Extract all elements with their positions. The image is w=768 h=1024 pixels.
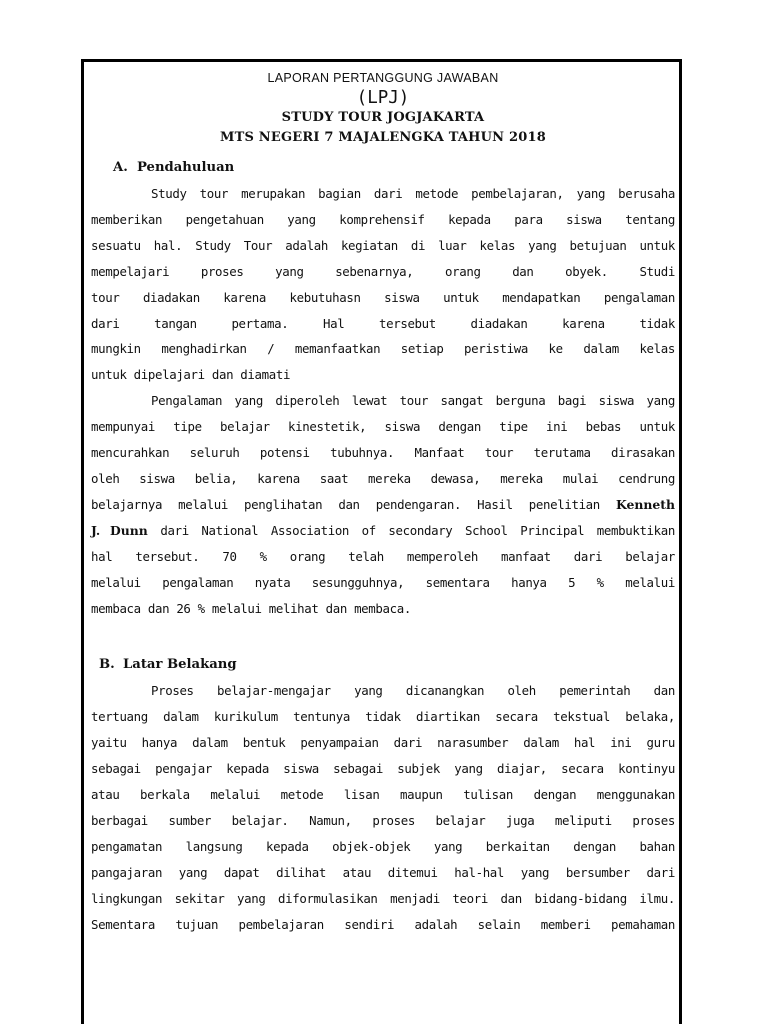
text-line (91, 492, 675, 518)
text-line: hal tersebut. 70 % orang telah memperoleh manfaat dari belajar (91, 548, 675, 564)
header-line-3: STUDY TOUR JOGJAKARTA (281, 110, 485, 125)
section-a-paragraph-2 (91, 388, 675, 621)
text-span: belajarnya melalui penglihatan dan pendengaran. Hasil penelitian (91, 496, 616, 512)
text-line: pangajaran yang dapat dilihat atau ditemui hal-hal yang bersumber dari (91, 864, 675, 880)
text-line: yaitu hanya dalam bentuk penyampaian dari narasumber dalam hal ini guru (91, 735, 675, 751)
document-content (91, 68, 675, 937)
header-line-1: LAPORAN PERTANGGUNG JAWABAN (267, 71, 499, 85)
text-line: tertuang dalam kurikulum tentunya tidak diartikan secara tekstual belaka, (91, 709, 675, 725)
author-name-last: J. Dunn (91, 522, 148, 538)
text-line: mempelajari proses yang sebenarnya, orang dan obyek. Studi (91, 263, 675, 279)
text-line: Proses belajar-mengajar yang dicanangkan oleh pemerintah dan (151, 683, 675, 699)
section-a-paragraph-1 (91, 181, 675, 388)
text-line: mencurahkan seluruh potensi tubuhnya. Manfaat tour terutama dirasakan (91, 445, 675, 461)
section-spacer (91, 621, 675, 645)
author-name-first: Kenneth (615, 496, 675, 512)
report-header (91, 68, 675, 148)
text-line: dari tangan pertama. Hal tersebut diadakan karena tidak (91, 315, 675, 331)
text-line: membaca dan 26 % melalui melihat dan membaca. (91, 600, 411, 616)
text-line: tour diadakan karena kebutuhasn siswa untuk mendapatkan pengalaman (91, 289, 675, 305)
text-line (91, 518, 675, 544)
document-page-border (81, 59, 682, 1024)
text-line: Sementara tujuan pembelajaran sendiri adalah selain memberi pemahaman (91, 916, 675, 932)
section-b-title: Latar Belakang (123, 657, 237, 673)
text-line: melalui pengalaman nyata sesungguhnya, sementara hanya 5 % melalui (91, 574, 675, 590)
header-line-2: (LPJ) (356, 88, 410, 108)
text-line: untuk dipelajari dan diamati (91, 367, 291, 383)
text-line: sebagai pengajar kepada siswa sebagai subjek yang diajar, secara kontinyu (91, 761, 675, 777)
section-a-title: Pendahuluan (137, 160, 235, 175)
text-span: dari National Association of secondary School Principal membuktikan (147, 522, 675, 538)
text-line: mempunyai tipe belajar kinestetik, siswa dengan tipe ini bebas untuk (91, 419, 675, 435)
text-line: lingkungan sekitar yang diformulasikan menjadi teori dan bidang-bidang ilmu. (91, 890, 675, 906)
section-a-heading (91, 155, 675, 181)
text-line: Study tour merupakan bagian dari metode pembelajaran, yang berusaha (151, 186, 675, 201)
section-b-number: B. (99, 657, 115, 673)
text-line: pengamatan langsung kepada objek-objek yang berkaitan dengan bahan (91, 838, 675, 854)
text-line: atau berkala melalui metode lisan maupun tulisan dengan menggunakan (91, 787, 675, 803)
header-line-4: MTS NEGERI 7 MAJALENGKA TAHUN 2018 (220, 130, 546, 145)
section-a-number: A. (113, 160, 128, 175)
text-line: Pengalaman yang diperoleh lewat tour sangat berguna bagi siswa yang (151, 393, 675, 409)
section-b-paragraph-1 (91, 678, 675, 937)
text-line: sesuatu hal. Study Tour adalah kegiatan di luar kelas yang betujuan untuk (91, 237, 675, 253)
text-line: oleh siswa belia, karena saat mereka dewasa, mereka mulai cendrung (91, 470, 675, 486)
section-b-heading (91, 652, 675, 678)
text-line: mungkin menghadirkan / memanfaatkan setiap peristiwa ke dalam kelas (91, 341, 675, 357)
text-line: memberikan pengetahuan yang komprehensif kepada para siswa tentang (91, 211, 675, 227)
text-line: berbagai sumber belajar. Namun, proses belajar juga meliputi proses (91, 812, 675, 828)
